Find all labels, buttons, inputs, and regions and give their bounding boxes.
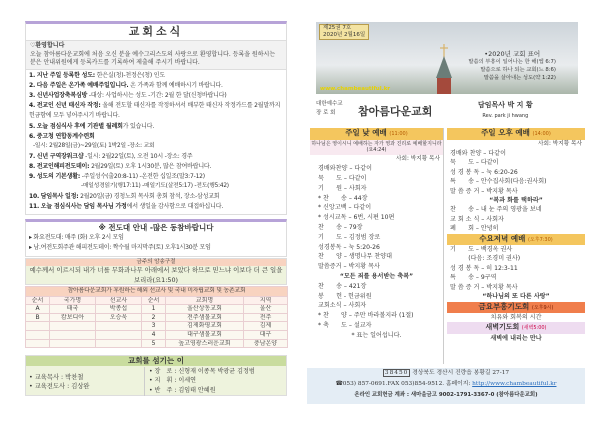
denomination [316, 100, 350, 118]
item-text: 2월29일(토) 오후 1시30분, 많은 참여바랍니다. [89, 162, 212, 170]
service-title: 새벽기도회 [485, 323, 520, 332]
table-header: 교회명 [166, 296, 244, 305]
dawn-text: 새벽에 내리는 만나 [490, 334, 542, 342]
wednesday-service-title [447, 234, 585, 246]
church-steeple-image [434, 44, 454, 94]
order-item: 특 송 – 9구역 [450, 274, 497, 282]
item-heading: 전교인 신년 태신자 작정: [36, 102, 101, 110]
zip-code: 38450 [384, 370, 409, 376]
item-text: -매일성경읽기(행17:11) -매일기도(살전5:17) -전도(행5:42) [81, 183, 229, 190]
item-text: -일시: 2월28일(금)~29일(토) 1박2일 -장소: 교회 [33, 142, 155, 149]
order-item: (다음: 조경미 권사) [450, 255, 521, 263]
sunday-morning-title [310, 128, 443, 140]
order-item: 말 씀 증 거 – 박지황 목사 [450, 187, 518, 195]
welcome-title: ♡환영합니다 [30, 42, 65, 49]
news-item [29, 182, 283, 192]
item-text: 가 있습니다. [122, 122, 155, 130]
order-item: 봉 헌 - 헌금위원 [318, 292, 372, 300]
item-text: -주일성수(출20:8-11) -온전한 십일조(말3:7-12) [80, 172, 205, 180]
table-cell [96, 339, 142, 348]
order-item: 기 도 – 백경옥 권사 [450, 246, 513, 254]
news-item [29, 202, 283, 212]
news-item [29, 142, 283, 152]
table-cell: 울산 [244, 305, 288, 314]
sunday-morning-service [310, 128, 444, 364]
table-cell [50, 330, 96, 339]
memory-verse-text: 예수께서 이르시되 내가 너를 무화과나무 아래에서 보았다 하므로 믿느냐 이보다 더 큰 일을 보리라(요1:50) [29, 266, 283, 284]
order-item: 찬 송 – 79장 [318, 224, 363, 232]
sermon-title: “하나님의 또 다른 사랑” [482, 293, 550, 301]
table-header: 선교사 [96, 296, 142, 305]
table-row [26, 305, 288, 314]
item-text: 한은실(청)-천정은(청) 인도 [95, 71, 165, 79]
table-row [26, 339, 288, 348]
standing-note: * 표는 일어섭니다. [351, 331, 402, 339]
news-item [29, 152, 283, 162]
item-text: -대상: 사업하시는 성도 -기간: 2월 한 달(신청바랍니다) [87, 91, 227, 99]
table-cell: 높고영광스러운교회 [166, 339, 244, 348]
item-heading: 지난 주일 등록한 성도: [36, 71, 96, 79]
evangelism-box [25, 219, 287, 257]
table-cell: 전주샘물교회 [166, 313, 244, 322]
table-row [26, 322, 288, 331]
item-number: 7. [29, 152, 36, 160]
church-news-box [25, 21, 287, 215]
friday-prayer-title [447, 302, 585, 314]
news-item [29, 91, 283, 101]
table-cell [50, 322, 96, 331]
order-item: 찬 송 – 내 눈 주의 영광을 보네 [450, 206, 542, 214]
item-heading: 오늘 점심식사 후에 기관별 월례회 [36, 122, 123, 130]
table-cell: 캄보디아 [50, 313, 96, 322]
header-banner [316, 22, 578, 94]
issue-number: 제25권 7호 [323, 25, 352, 31]
service-time: (새벽5:00) [521, 325, 547, 332]
table-header: 국가명 [50, 296, 96, 305]
item-text: 2월20일(금) 경청노회 목사회 총회 참석, 장소-삼성교회 [78, 192, 220, 200]
sermon-title: “복과 화를 택하라” [489, 196, 543, 204]
order-item: 폐 회 – 안녕히 [450, 225, 499, 233]
servant-line: • 교육목사 : 박찬철 [29, 374, 84, 381]
order-item: 성 경 봉 독 – 눅 6:20-26 [450, 168, 518, 176]
pastor-name: 담임목사 박 지 황 [478, 101, 533, 109]
order-item: * 신앙고백 – 다같이 [318, 204, 372, 212]
order-item: * 찬 송 – 44장 [318, 194, 368, 202]
homepage-link[interactable]: http://www.chambeautiful.kr [472, 381, 557, 387]
table-cell: 울산상동교회 [166, 305, 244, 314]
welcome-text: 오늘 참아름다운교회에 처음 오신 분을 예수그리스도의 사랑으로 환영합니다. 등록을 원하시는 분은 안내위원에게 등록카드를 기록하여 제출해 주시기 바랍니다. [30, 50, 276, 66]
table-cell [26, 339, 50, 348]
item-number: 4. [29, 102, 36, 110]
item-number: 2. [29, 81, 36, 89]
table-header: 순서 [142, 296, 166, 305]
service-title: 주일 낮 예배 [345, 128, 387, 137]
item-heading: 성도의 기본생활: [36, 172, 81, 180]
item-number: 8. [29, 162, 36, 170]
table-cell: 김제 [244, 322, 288, 331]
table-cell: 대구샘물교회 [166, 330, 244, 339]
evangelism-line: ▸ 남.여전도회주관 해피전도데이: 짝수월 마지막주(토) 오후1시30분 모임 [29, 244, 211, 251]
table-cell: 충남온양 [244, 339, 288, 348]
item-number: 9. [29, 172, 36, 180]
table-cell: 대구 [244, 330, 288, 339]
item-heading: 신년사업장축복심방 [36, 91, 88, 99]
table-cell [96, 322, 142, 331]
table-cell [26, 330, 50, 339]
table-header: 순서 [26, 296, 50, 305]
issue-date: 2020년 2월16일 [323, 32, 366, 38]
news-item [29, 192, 283, 202]
order-item: 말 씀 증 거 – 박지황 목사 [450, 283, 518, 291]
news-item [29, 101, 283, 121]
table-cell: 4 [142, 330, 166, 339]
order-item: 경배와 찬양 – 다같이 [450, 149, 506, 157]
item-heading: 전교인해피전도데이: [36, 162, 90, 170]
footer [307, 368, 585, 404]
friday-text: 치유와 회복의 시간 [490, 314, 542, 321]
order-item: * 성시교독 – 6번, 시편 10편 [318, 214, 395, 222]
sermon-title: “모든 죄를 용서받는 축복” [339, 273, 414, 281]
memory-verse-title: 금주의 암송구절 [26, 259, 286, 266]
church-news-title: 교회소식 [26, 24, 286, 41]
servants-title: 교회를 섬기는 이 [26, 356, 286, 366]
service-time: (오후9시) [531, 304, 554, 311]
table-cell: 박종섭 [96, 305, 142, 314]
order-item: 기 원 – 사회자 [318, 184, 367, 192]
table-cell: 전주 [244, 313, 288, 322]
item-heading: 신년 구역장워크샵 [36, 152, 84, 160]
item-heading: 오늘 점심식사는 담임 목사님 가정 [40, 202, 127, 210]
service-leader: 사회: 박지황 목사 [396, 155, 440, 162]
church-motto [468, 50, 556, 82]
item-number: 6. [29, 132, 36, 140]
service-time: (11:00) [389, 131, 408, 137]
issue-badge [319, 24, 369, 40]
service-leader: 사회: 박지황 목사 [538, 140, 582, 147]
item-heading: 다음 주일은 온가족 예배주일입니다. [36, 81, 129, 89]
pastor-info [478, 100, 533, 122]
denomination-line: 대한예수교 [316, 101, 343, 107]
church-name: 참아름다운교회 [358, 105, 433, 118]
order-item: 교회소식 – 사회자 [318, 302, 367, 310]
sunday-verse: 하나님은 영이시니 예배하는 자가 영과 진리로 예배할지니라(요4:24) [311, 140, 442, 153]
service-time: (오후7:30) [527, 236, 553, 243]
banner-url: www.chambeautiful.kr [320, 86, 391, 92]
sunday-afternoon-title [447, 128, 585, 140]
motto-line: 말씀으로 하나 되는 교회(느 8:6) [480, 67, 556, 73]
motto-title: •2020년 교회 표어 [484, 50, 541, 58]
order-item: * 축 도 – 설교자 [318, 322, 372, 330]
table-cell: 5 [142, 339, 166, 348]
order-item: 기 도 – 김정범 장로 [318, 233, 381, 241]
order-item: 특 송 – 안수집사회(다음:권사회) [450, 178, 547, 186]
missions-title: 참아름다운교회가 후원하는 해외 선교사 및 국내 미자립교회 및 농촌교회 [26, 287, 288, 297]
table-cell: B [26, 313, 50, 322]
missions-table [25, 286, 288, 348]
table-row [26, 313, 288, 322]
item-number: 10. [29, 192, 40, 200]
table-cell: 1 [142, 305, 166, 314]
item-number: 1. [29, 71, 36, 79]
bank-account: 온라인 교회헌금 계좌 : 새마을금고 9002-1791-3367-0 (참아름다운교회) [354, 392, 538, 398]
table-cell: 3 [142, 322, 166, 331]
service-title: 금요부흥기도회 [478, 301, 530, 311]
news-item [29, 71, 283, 81]
servant-line: • 교육전도사 : 김상완 [29, 383, 90, 390]
table-cell: 김제화평교회 [166, 322, 244, 331]
news-item [29, 162, 283, 172]
table-header: 지역 [244, 296, 288, 305]
table-cell [26, 322, 50, 331]
motto-line: 말씀의 부흥이 일어나는 한 해(엡 6:7) [468, 59, 556, 65]
item-heading: 중고청 연합동계수련회 [36, 132, 95, 140]
address: 경상북도 경산시 진량읍 봉황길 27-17 [412, 370, 510, 376]
order-item: 묵 도 – 다같이 [450, 159, 499, 167]
table-cell: A [26, 305, 50, 314]
table-row [26, 330, 288, 339]
order-item: * 찬 양 – 주만 바라볼지라 (1절) [318, 312, 414, 320]
memory-verse-box [25, 258, 287, 285]
sunday-afternoon-service [447, 128, 585, 343]
order-item: 묵 도 – 다같이 [318, 175, 367, 183]
item-number: 3. [29, 91, 36, 99]
table-cell: 태국 [50, 305, 96, 314]
service-time: (14:00) [532, 131, 551, 137]
denomination-line: 장 로 회 [316, 110, 336, 116]
item-text: -일시: 2월22일(토), 오전 10시 -장소: 경주 [83, 152, 193, 160]
order-item: 찬 송 – 421장 [318, 282, 367, 290]
item-heading: 담임목사 일정: [40, 192, 79, 200]
item-text: 온 가족과 함께 예배하시기 바랍니다. [128, 81, 223, 89]
welcome-notice [26, 41, 286, 70]
servant-line: • 지 휘 : 이세연 [149, 377, 196, 385]
table-cell: 2 [142, 313, 166, 322]
servant-line: • 장 로 : 신형재 이종목 박광균 김정범 [149, 368, 255, 375]
phone-fax: ☎053) 857-0691.FAX 053)854-9512. 홈페이지: [335, 381, 473, 387]
dawn-prayer-title [447, 322, 585, 334]
order-item: 경배와찬양 – 다같이 [318, 165, 373, 173]
news-items [26, 70, 286, 214]
evangelism-line: ▸ 화요전도대: 매주 (화) 오후 2시 모임 [29, 234, 124, 241]
pastor-name-en: Rev. park ji hwang [482, 113, 529, 119]
item-number: 11. [29, 202, 40, 210]
service-title: 수요저녁 예배 [479, 233, 526, 243]
item-number: 5. [29, 122, 36, 130]
item-text: 에서 생일을 감사함으로 대접하십니다. [126, 202, 224, 210]
motto-line: 말씀을 살아내는 성도(약 1:22) [483, 75, 556, 81]
servants-box [25, 355, 287, 396]
order-item: 성 경 봉 독 – 히 12:3-11 [450, 264, 518, 272]
item-text: 올해 전도할 태신자를 작정하셔서 배부한 태신자 작정카드를 2월말까지 헌금함에 모두 넣어주시기 바랍니다. [29, 102, 281, 120]
table-cell [96, 330, 142, 339]
order-item: 말씀증거 – 박지황 목사 [318, 263, 380, 271]
table-cell [50, 339, 96, 348]
order-item: 찬 양 – 생명나무 찬양대 [318, 253, 393, 261]
order-item: 성경봉독 – 눅 5:20-26 [318, 243, 380, 251]
table-cell: 오승욱 [96, 313, 142, 322]
order-item: 교 회 소 식 – 사회자 [450, 215, 504, 223]
news-item [29, 122, 283, 132]
servant-line: • 반 주 : 김임태 안혜원 [149, 386, 216, 394]
evangelism-title: ※ 전도대 안내 -많은 동참바랍니다 [98, 223, 214, 232]
service-title: 주일 오후 예배 [481, 128, 530, 137]
news-item [29, 172, 283, 182]
news-item [29, 81, 283, 91]
news-item [29, 132, 283, 142]
